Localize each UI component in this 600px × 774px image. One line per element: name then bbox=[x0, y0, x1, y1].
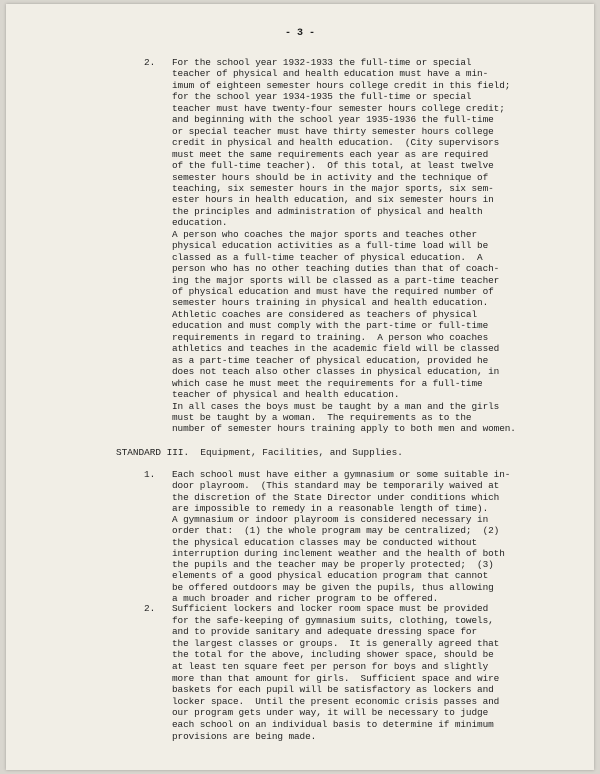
text-line: education. bbox=[172, 217, 228, 229]
text-line: For the school year 1932-1933 the full-time or special bbox=[172, 57, 472, 68]
text-line: interruption during inclement weather and the health of both bbox=[172, 547, 505, 559]
text-line: be offered outdoors may be given the pupils, thus allowing bbox=[172, 581, 494, 593]
text-line: ester hours in health education, and six semester hours in bbox=[172, 194, 494, 206]
text-line: order that: (1) the whole program may be centralized; (2) bbox=[172, 525, 500, 537]
text-line: number of semester hours training apply to both men and women. bbox=[172, 423, 516, 435]
text-line: which case he must meet the requirements for a full-time bbox=[172, 377, 483, 389]
text-line: the discretion of the State Director under conditions which bbox=[172, 491, 500, 503]
text-line: provisions are being made. bbox=[172, 730, 317, 742]
text-line: or special teacher must have thirty semester hours college bbox=[172, 125, 494, 137]
text-line: our program gets under way, it will be necessary to judge bbox=[172, 707, 489, 719]
text-line: baskets for each pupil will be satisfactory as lockers and bbox=[172, 684, 494, 696]
text-line: as a part-time teacher of physical education, provided he bbox=[172, 354, 489, 366]
text-line: the pupils and the teacher may be properly protected; (3) bbox=[172, 559, 494, 570]
text-line: athletics and teaches in the academic field will be classed bbox=[172, 343, 500, 355]
text-line: for the school year 1934-1935 the full-time or special bbox=[172, 91, 472, 103]
text-line: a much broader and richer program to be offered. bbox=[172, 592, 439, 604]
text-line: for the safe-keeping of gymnasium suits, clothing, towels, bbox=[172, 614, 494, 626]
text-line: door playroom. (This standard may be temporarily waived at bbox=[172, 480, 500, 492]
text-line: the largest classes or groups. It is generally agreed that bbox=[172, 637, 500, 649]
text-line: the principles and administration of physical and health bbox=[172, 205, 483, 217]
text-line: teacher of physical and health education. bbox=[172, 389, 400, 401]
text-line: more than that amount for girls. Sufficient space and wire bbox=[172, 672, 500, 684]
text-line: teaching, six semester hours in the major sports, six sem- bbox=[172, 182, 494, 194]
text-line: does not teach also other classes in physical education, in bbox=[172, 366, 500, 378]
text-line: and beginning with the school year 1935-1936 the full-time bbox=[172, 114, 494, 126]
text-line: teacher must have twenty-four semester hours college credit; bbox=[172, 102, 505, 114]
item-number: 1. bbox=[144, 469, 156, 480]
text-line: are impossible to remedy in a reasonable length of time). bbox=[172, 502, 489, 514]
text-line: of the full-time teacher). Of this total, at least twelve bbox=[172, 160, 494, 172]
text-line: must be taught by a woman. The requirements as to the bbox=[172, 411, 472, 423]
text-line: semester hours should be in activity and the technique of bbox=[172, 171, 489, 183]
text-line: at least ten square feet per person for boys and slightly bbox=[172, 661, 489, 672]
text-line: Each school must have either a gymnasium or some suitable in- bbox=[172, 469, 511, 480]
text-line: requirements in regard to training. A person who coaches bbox=[172, 331, 489, 343]
text-line: of physical education and must have the required number of bbox=[172, 286, 494, 297]
item-number: 2. bbox=[144, 57, 156, 68]
text-line: each school on an individual basis to determine if minimum bbox=[172, 719, 494, 730]
text-line: semester hours training in physical and health education. bbox=[172, 297, 489, 309]
text-line: education and must comply with the part-time or full-time bbox=[172, 320, 489, 332]
text-line: elements of a good physical education program that cannot bbox=[172, 570, 489, 582]
standard-heading: STANDARD III. Equipment, Facilities, and Supplies. bbox=[116, 447, 403, 458]
text-line: Athletic coaches are considered as teachers of physical bbox=[172, 308, 478, 320]
text-line: ing the major sports will be classed as a part-time teacher bbox=[172, 274, 500, 286]
text-line: A gymnasium or indoor playroom is considered necessary in bbox=[172, 514, 489, 525]
page-number: - 3 - bbox=[284, 28, 315, 39]
text-line: classed as a full-time teacher of physical education. A bbox=[172, 251, 483, 263]
text-line: the total for the above, including shower space, should be bbox=[172, 649, 494, 661]
text-line: A person who coaches the major sports and teaches other bbox=[172, 228, 478, 240]
text-line: the physical education classes may be conducted without bbox=[172, 536, 478, 548]
item-number: 2. bbox=[144, 603, 156, 614]
text-line: teacher of physical and health education must have a min- bbox=[172, 68, 489, 80]
text-line: locker space. Until the present economic crisis passes and bbox=[172, 695, 500, 707]
text-line: and to provide sanitary and adequate dressing space for bbox=[172, 626, 478, 638]
text-line: imum of eighteen semester hours college credit in this field; bbox=[172, 79, 511, 91]
text-line: In all cases the boys must be taught by a man and the girls bbox=[172, 400, 500, 412]
text-line: credit in physical and health education. (City supervisors bbox=[172, 137, 500, 149]
text-line: person who has no other teaching duties than that of coach- bbox=[172, 263, 500, 275]
text-line: Sufficient lockers and locker room space must be provided bbox=[172, 603, 489, 614]
text-line: must meet the same requirements each year as are required bbox=[172, 148, 489, 160]
text-line: physical education activities as a full-time load will be bbox=[172, 240, 489, 252]
